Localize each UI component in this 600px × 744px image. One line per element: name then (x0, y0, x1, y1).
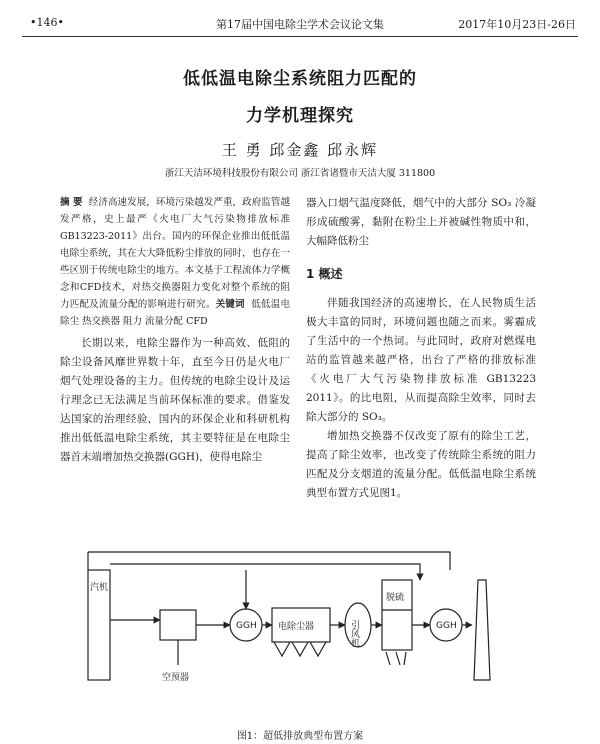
intro-paragraph: 长期以来，电除尘器作为一种高效、低阻的除尘设备风靡世界数十年，直至今日仍是火电厂烟气处理设备的主力。但传统的电除尘设计及运行理念已无法满足当前环保标准的要求。借鉴发达国家的治理经验，国内的环保企业和科研机构推出低低温电除尘系统，其主要特征是在电除尘器首末端增加热交换器(GGH)，使得电除尘 (60, 337, 290, 463)
keywords: 低低温电除尘 热交换器 阻力 流量分配 CFD (60, 299, 290, 327)
esp-hoppers (274, 642, 326, 656)
paper-title-line1: 低低温电除尘系统阻力匹配的 (183, 69, 417, 89)
label-ggh1: GGH (236, 621, 257, 631)
top-flue-line (88, 552, 450, 570)
desulf-tower (382, 580, 412, 650)
intro-body (60, 334, 290, 467)
continued-paragraph: 器入口烟气温度降低，烟气中的大部分 SO₃ 冷凝形成硫酸雾，黏附在粉尘上并被碱性物质中和，大幅降低粉尘 (306, 197, 536, 247)
label-preheater: 空预器 (162, 673, 190, 683)
label-fan: 引风机 (349, 620, 359, 647)
section-paragraph-2: 增加热交换器不仅改变了原有的除尘工艺，提高了除尘效率，也改变了传统除尘系统的阻力匹配及分支烟道的流量分配。低低温电除尘系统典型布置方式见图1。 (306, 430, 536, 499)
affiliation: 浙江天洁环境科技股份有限公司 浙江省诸暨市天洁大厦 311800 (164, 168, 436, 179)
abstract-text: 经济高速发展，环境污染越发严重，政府监管越发严格，史上最严《火电厂大气污染物排放标准 GB13223-2011》出台。国内的环保企业推出低低温电除尘系统，其在大大降低粉尘排放的同时，也存在一些区别于传统电除尘的地方。本文基于工程流体力学概念和CFD技术，对热交换器阻力变化对整个系统的阻力匹配及流量分配的影响进行研究。 (60, 197, 290, 310)
keywords-label: 关键词 (215, 299, 245, 310)
return-flue-line (110, 564, 420, 580)
paper-title-line2: 力学机理探究 (246, 106, 354, 126)
layout-diagram (60, 540, 510, 725)
label-ggh2: GGH (436, 621, 457, 631)
figure-caption: 图1：超低排放典型布置方案 (236, 731, 364, 742)
left-column (60, 194, 290, 467)
label-desulf: 脱硫 (386, 593, 405, 603)
label-esp: 电除尘器 (278, 622, 315, 632)
journal-title: 第17届中国电除尘学术会议论文集 (216, 18, 384, 31)
section-paragraph-1: 伴随我国经济的高速增长，在人民物质生活极大丰富的同时，环境问题也随之而来。雾霾成了生活中的一个热词。与此同时，政府对燃煤电站的监管越来越严格，出台了严格的排放标准《火电厂大气污染物排放标准 GB13223 2011》。的比电阻，从而提高除尘效率，同时去除大部分的 SO₃。 (306, 297, 536, 423)
section-heading: 1 概述 (306, 267, 343, 281)
abstract (60, 194, 290, 330)
label-boiler: 汽机 (90, 583, 109, 593)
preheater-box (160, 610, 196, 640)
header-rule (22, 36, 578, 37)
page-number: •146• (30, 16, 64, 29)
authors: 王 勇 邱金鑫 邱永辉 (221, 141, 379, 159)
abstract-label: 摘 要 (60, 197, 83, 208)
conference-date: 2017年10月23日-26日 (458, 18, 576, 31)
stack (474, 580, 490, 680)
right-column (306, 194, 536, 503)
running-header (14, 14, 586, 34)
